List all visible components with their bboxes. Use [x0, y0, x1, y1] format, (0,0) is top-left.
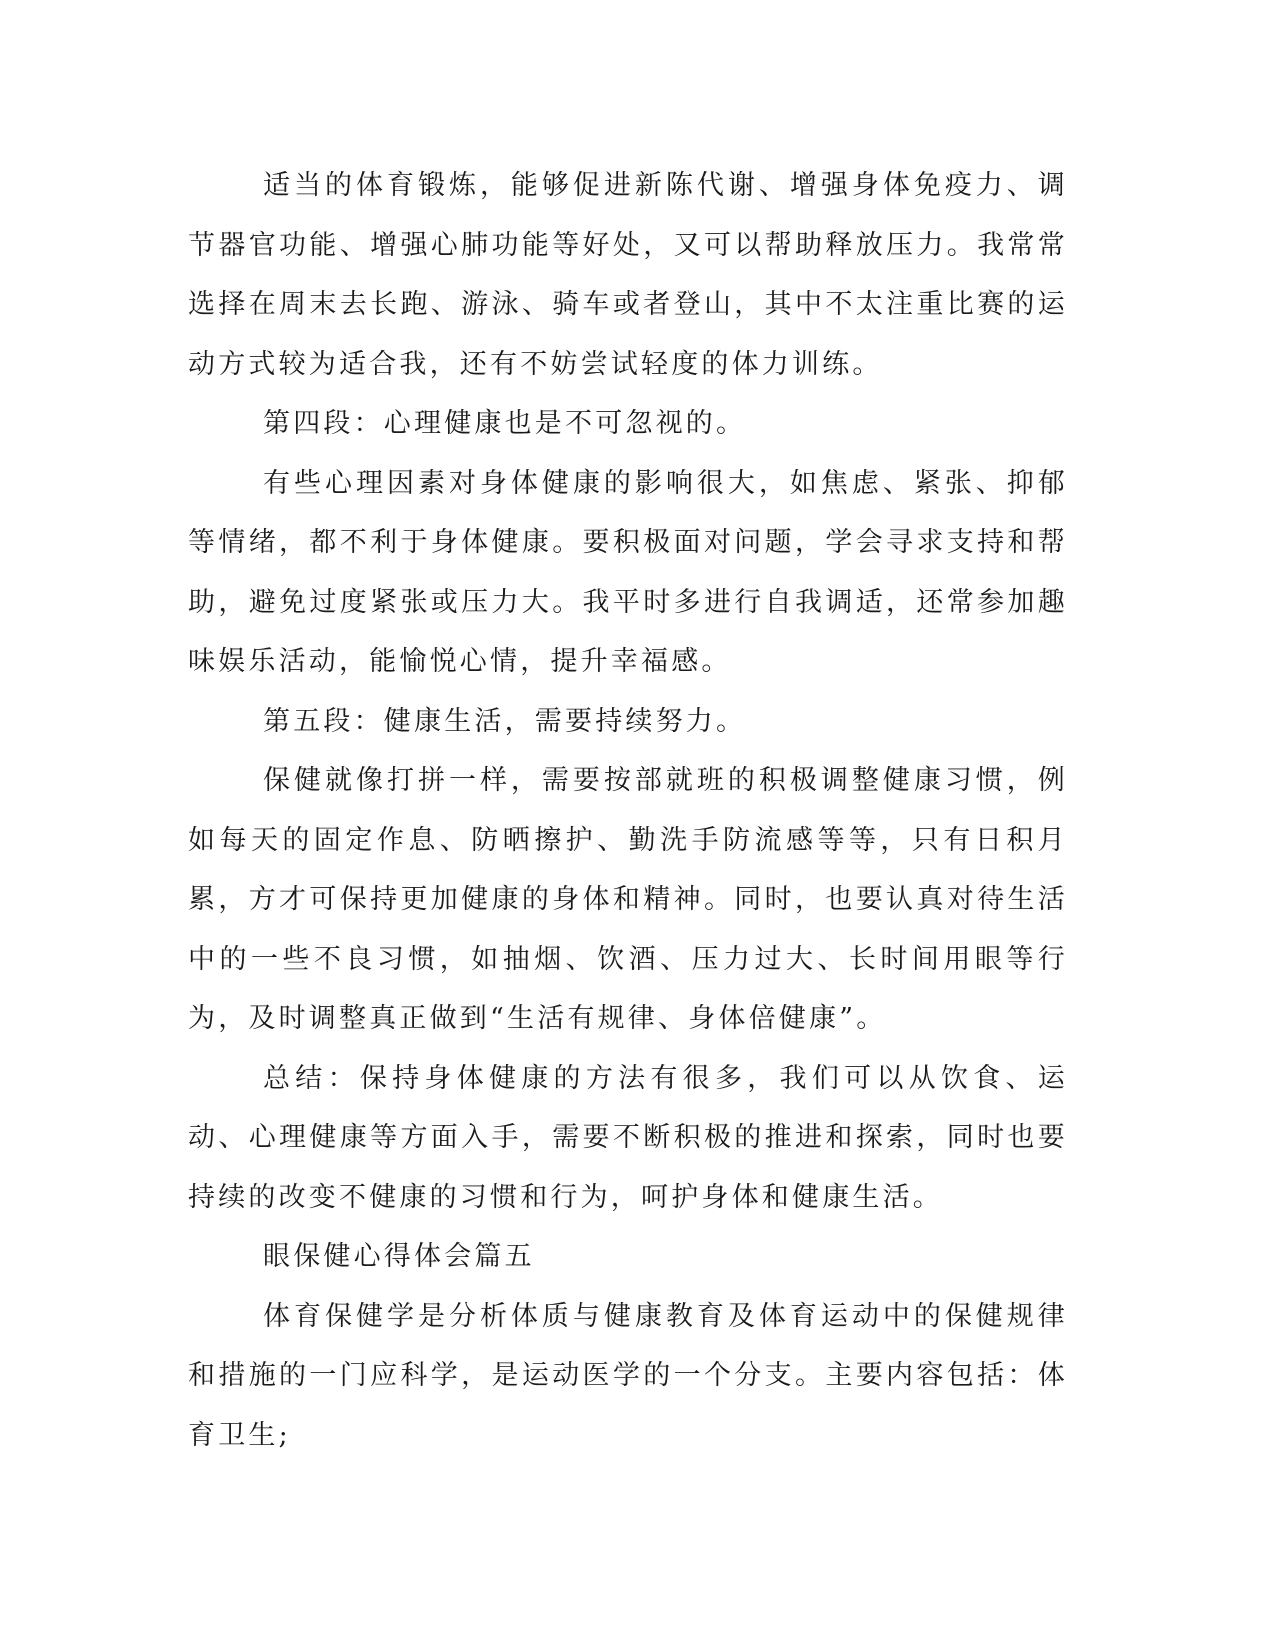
heading-section-five: 第五段：健康生活，需要持续努力。	[263, 705, 747, 737]
paragraph-healthy-habits: 保健就像打拼一样，需要按部就班的积极调整健康习惯，例如每天的固定作息、防晒擦护、勤洗手防流感等等，只有日积月累，方才可保持更加健康的身体和精神。同时，也要认真对待生活中的一些不良习惯，如抽烟、饮酒、压力过大、长时间用眼等行为，及时调整真正做到“生活有规律、身体倍健康”。	[188, 765, 1068, 1034]
paragraph-mental-health: 有些心理因素对身体健康的影响很大，如焦虑、紧张、抑郁等情绪，都不利于身体健康。要积极面对问题，学会寻求支持和帮助，避免过度紧张或压力大。我平时多进行自我调适，还常参加趣味娱乐活动，能愉悦心情，提升幸福感。	[188, 467, 1068, 677]
heading-section-four: 第四段：心理健康也是不可忽视的。	[263, 408, 747, 439]
heading-part-five: 眼保健心得体会篇五	[263, 1241, 535, 1272]
paragraph-summary: 总结：保持身体健康的方法有很多，我们可以从饮食、运动、心理健康等方面入手，需要不断积极的推进和探索，同时也要持续的改变不健康的习惯和行为，呵护身体和健康生活。	[188, 1062, 1068, 1213]
document-body	[188, 156, 1068, 1465]
paragraph-sports-health: 体育保健学是分析体质与健康教育及体育运动中的保健规律和措施的一门应科学，是运动医学的一个分支。主要内容包括：体育卫生;	[188, 1300, 1068, 1451]
paragraph-exercise: 适当的体育锻炼，能够促进新陈代谢、增强身体免疫力、调节器官功能、增强心肺功能等好处，又可以帮助释放压力。我常常选择在周末去长跑、游泳、骑车或者登山，其中不太注重比赛的运动方式较为适合我，还有不妨尝试轻度的体力训练。	[188, 170, 1068, 380]
